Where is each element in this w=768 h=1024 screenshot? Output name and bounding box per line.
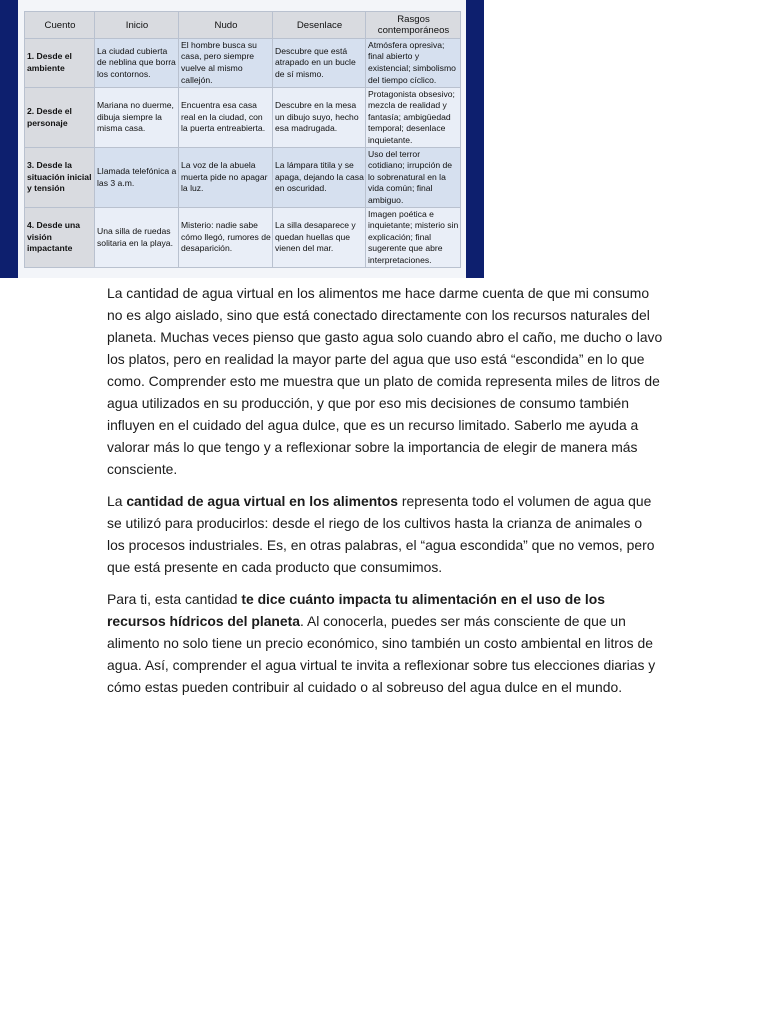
cell-nudo: Encuentra esa casa real en la ciudad, con la puerta entreabierta. <box>179 88 273 148</box>
paragraph-meaning-rest: . Al conocerla, puedes ser más consciente de que un alimento no solo tiene un precio económico, sino también un costo ambiental en litros de agua. Así, comprender el agua virtual te invita a reflexionar sobre tus elecciones diarias y cómo estas pueden contribuir al cuidado o al sobreuso del agua dulce en el mundo. <box>107 613 656 695</box>
header-desenlace: Desenlace <box>273 12 366 39</box>
cell-nudo: El hombre busca su casa, pero siempre vuelve al mismo callejón. <box>179 39 273 88</box>
paragraph-meaning-bold: te dice cuánto impacta tu alimentación en el uso de los recursos hídricos del planeta <box>107 591 605 629</box>
cell-rasgos: Protagonista obsesivo; mezcla de realidad y fantasía; ambigüedad temporal; desenlace inquietante. <box>366 88 461 148</box>
cell-inicio: La ciudad cubierta de neblina que borra los contornos. <box>95 39 179 88</box>
table-row <box>25 39 461 88</box>
table-header-row <box>25 12 461 39</box>
cell-desenlace: La silla desaparece y quedan huellas que vienen del mar. <box>273 208 366 268</box>
table-row <box>25 208 461 268</box>
header-inicio: Inicio <box>95 12 179 39</box>
cell-nudo: La voz de la abuela muerta pide no apagar la luz. <box>179 148 273 208</box>
paragraph-definition-start: La <box>107 493 127 509</box>
cell-desenlace: Descubre en la mesa un dibujo suyo, hecho esa madrugada. <box>273 88 366 148</box>
header-cuento: Cuento <box>25 12 95 39</box>
story-structure-table-image <box>18 0 466 278</box>
paragraph-meaning <box>107 588 663 698</box>
cell-cuento: 2. Desde el personaje <box>25 88 95 148</box>
story-structure-table <box>24 11 461 268</box>
cell-rasgos: Imagen poética e inquietante; misterio sin explicación; final sugerente que abre interpretaciones. <box>366 208 461 268</box>
paragraph-definition-bold: cantidad de agua virtual en los alimentos <box>126 493 399 509</box>
table-row <box>25 148 461 208</box>
cell-inicio: Mariana no duerme, dibuja siempre la misma casa. <box>95 88 179 148</box>
header-nudo: Nudo <box>179 12 273 39</box>
cell-cuento: 4. Desde una visión impactante <box>25 208 95 268</box>
cell-cuento: 3. Desde la situación inicial y tensión <box>25 148 95 208</box>
table-row <box>25 88 461 148</box>
paragraph-meaning-start: Para ti, esta cantidad <box>107 591 242 607</box>
cell-inicio: Una silla de ruedas solitaria en la playa. <box>95 208 179 268</box>
cell-inicio: Llamada telefónica a las 3 a.m. <box>95 148 179 208</box>
paragraph-reflection: La cantidad de agua virtual en los alimentos me hace darme cuenta de que mi consumo no es algo aislado, sino que está conectado directamente con los recursos naturales del planeta. Muchas veces pienso que gasto agua solo cuando abro el caño, me ducho o lavo los platos, pero en realidad la mayor parte del agua que uso está “escondida” en lo que como. Comprender esto me muestra que un plato de comida representa miles de litros de agua utilizados en su producción, y que por eso mis decisiones de consumo también influyen en el cuidado del agua dulce, que es un recurso limitado. Saberlo me ayuda a valorar más lo que tengo y a reflexionar sobre la importancia de elegir de manera más consciente. <box>107 285 663 477</box>
cell-cuento: 1. Desde el ambiente <box>25 39 95 88</box>
cell-rasgos: Uso del terror cotidiano; irrupción de lo sobrenatural en la vida común; final ambiguo. <box>366 148 461 208</box>
cell-desenlace: La lámpara titila y se apaga, dejando la casa en oscuridad. <box>273 148 366 208</box>
cell-nudo: Misterio: nadie sabe cómo llegó, rumores de desaparición. <box>179 208 273 268</box>
cell-desenlace: Descubre que está atrapado en un bucle de sí mismo. <box>273 39 366 88</box>
response-text <box>107 282 663 708</box>
cell-rasgos: Atmósfera opresiva; final abierto y existencial; simbolismo del tiempo cíclico. <box>366 39 461 88</box>
header-rasgos: Rasgos contemporáneos <box>366 12 461 39</box>
paragraph-definition <box>107 490 663 578</box>
paragraph-definition-rest: representa todo el volumen de agua que se utilizó para producirlos: desde el riego de los cultivos hasta la crianza de animales o los procesos industriales. Es, en otras palabras, el “agua escondida” que no vemos, pero que está presente en cada producto que consumimos. <box>107 493 655 575</box>
